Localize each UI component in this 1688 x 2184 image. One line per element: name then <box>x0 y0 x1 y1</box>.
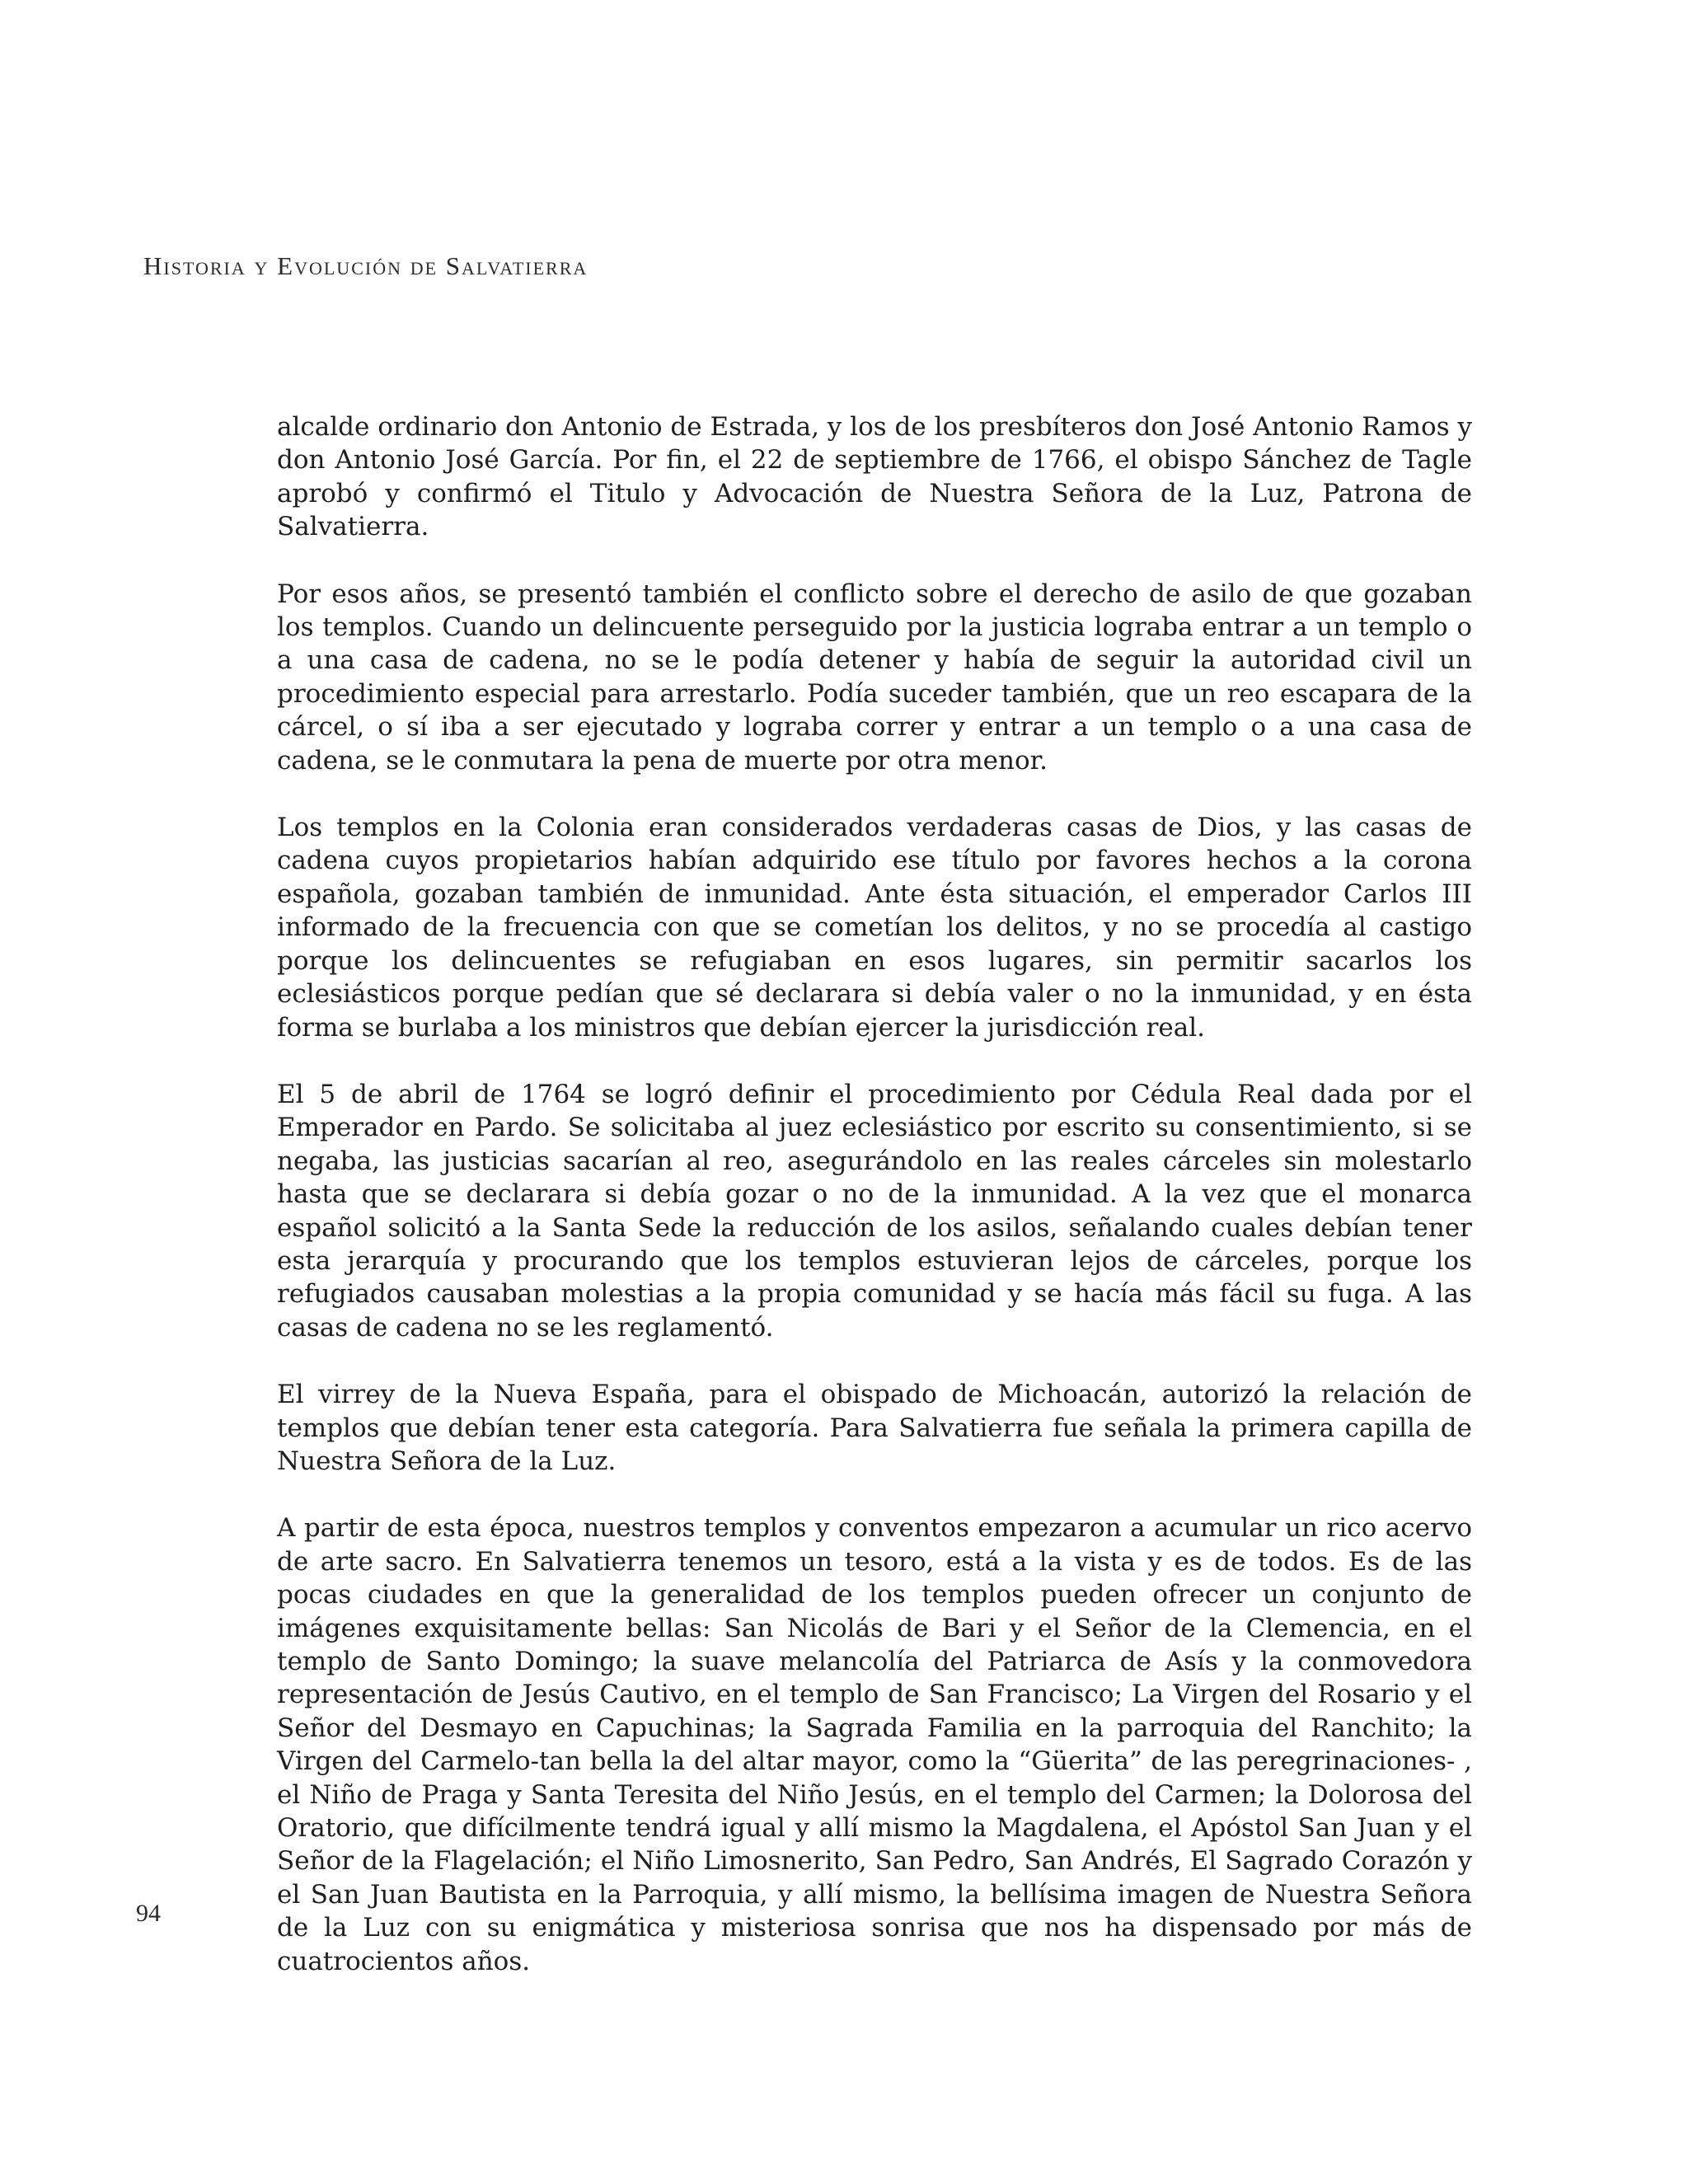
paragraph: El 5 de abril de 1764 se logró definir el procedimiento por Cédula Real dada por el Emperador en Pardo. Se solicitaba al juez eclesiástico por escrito su consentimiento, si se negaba, las justicias sacarían al reo, asegurándolo en las reales cárceles sin molestarlo hasta que se declarara si debía gozar o no de la inmunidad. A la vez que el monarca español solicitó a la Santa Sede la reducción de los asilos, señalando cuales debían tener esta jerarquía y procurando que los templos estuvieran lejos de cárceles, porque los refugiados causaban molestias a la propia comunidad y se hacía más fácil su fuga. A las casas de cadena no se les reglamentó. <box>277 1079 1472 1343</box>
page-number: 94 <box>136 1900 161 1927</box>
paragraph: Los templos en la Colonia eran considerados verdaderas casas de Dios, y las casas de cadena cuyos propietarios habían adquirido ese título por favores hechos a la corona española, gozaban también de inmunidad. Ante ésta situación, el emperador Carlos III informado de la frecuencia con que se cometían los delitos, y no se procedía al castigo porque los delincuentes se refugiaban en esos lugares, sin permitir sacarlos los eclesiásticos porque pedían que sé declarara si debía valer o no la inmunidad, y en ésta forma se burlaba a los ministros que debían ejercer la jurisdicción real. <box>277 813 1472 1043</box>
paragraph: El virrey de la Nueva España, para el obispado de Michoacán, autorizó la relación de templos que debían tener esta categoría. Para Salvatierra fue señala la primera capilla de Nuestra Señora de la Luz. <box>277 1380 1472 1476</box>
paragraph: Por esos años, se presentó también el conflicto sobre el derecho de asilo de que gozaban los templos. Cuando un delincuente perseguido por la justicia lograba entrar a un templo o a una casa de cadena, no se le podía detener y había de seguir la autoridad civil un procedimiento especial para arrestarlo. Podía suceder también, que un reo escapara de la cárcel, o sí iba a ser ejecutado y lograba correr y entrar a un templo o a una casa de cadena, se le conmutara la pena de muerte por otra menor. <box>277 579 1472 776</box>
body-text <box>277 410 1472 2012</box>
paragraph: A partir de esta época, nuestros templos y conventos empezaron a acumular un rico acervo de arte sacro. En Salvatierra tenemos un tesoro, está a la vista y es de todos. Es de las pocas ciudades en que la generalidad de los templos pueden ofrecer un conjunto de imágenes exquisitamente bellas: San Nicolás de Bari y el Señor de la Clemencia, en el templo de Santo Domingo; la suave melancolía del Patriarca de Asís y la conmovedora representación de Jesús Cautivo, en el templo de San Francisco; La Virgen del Rosario y el Señor del Desmayo en Capuchinas; la Sagrada Familia en la parroquia del Ranchito; la Virgen del Carmelo-tan bella la del altar mayor, como la “Güerita” de las peregrinaciones- , el Niño de Praga y Santa Teresita del Niño Jesús, en el templo del Carmen; la Dolorosa del Oratorio, que difícilmente tendrá igual y allí mismo la Magdalena, el Apóstol San Juan y el Señor de la Flagelación; el Niño Limosnerito, San Pedro, San Andrés, El Sagrado Corazón y el San Juan Bautista en la Parroquia, y allí mismo, la bellísima imagen de Nuestra Señora de la Luz con su enigmática y misteriosa sonrisa que nos ha dispensado por más de cuatrocientos años. <box>277 1513 1472 1976</box>
paragraph: alcalde ordinario don Antonio de Estrada, y los de los presbíteros don José Antonio Ramos y don Antonio José García. Por fin, el 22 de septiembre de 1766, el obispo Sánchez de Tagle aprobó y confirmó el Titulo y Advocación de Nuestra Señora de la Luz, Patrona de Salvatierra. <box>277 412 1472 542</box>
running-head: Historia y Evolución de Salvatierra <box>143 251 588 280</box>
